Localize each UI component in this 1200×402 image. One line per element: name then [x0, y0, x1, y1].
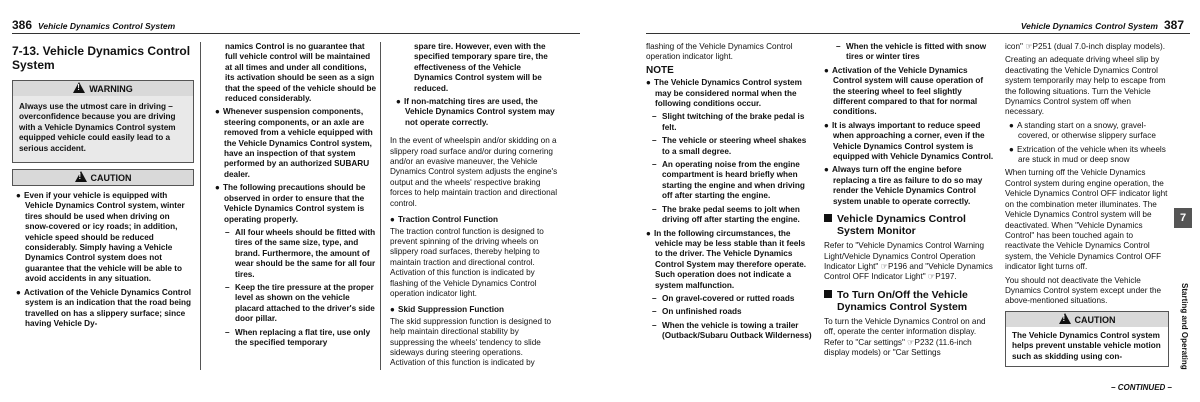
column-divider: [200, 42, 201, 370]
paragraph: Creating an adequate driving wheel slip by deactivating the Vehicle Dynamics Control system temporarily may help to escape from the following situations. Turn the Vehicle Dynamics Control system off when necessary.: [1005, 55, 1166, 117]
column-4: [646, 42, 812, 345]
list-item: ● Whenever suspension components, steering components, or an axle are removed from a vehicle equipped with the Vehicle Dynamics Control system, have an inspection of that system performed by an authorized SUBARU dealer.: [215, 107, 373, 179]
header-rule: [12, 33, 580, 34]
column-3: [390, 42, 558, 372]
chapter-tab-label: Starting and Operating: [1180, 283, 1189, 370]
list-item: – All four wheels should be fitted with tires of the same size, type, and brand. Furthermore, the amount of wear should be the same for all four tires.: [225, 227, 376, 279]
warning-box: [12, 80, 194, 163]
column-2: [211, 42, 377, 351]
list-item: – The brake pedal seems to jolt when driving off after starting the engine.: [652, 204, 800, 225]
list-item: – The vehicle or steering wheel shakes to a small degree.: [652, 136, 807, 156]
warning-text: Always use the utmost care in driving – overconfidence because you are driving with a Vehicle Dynamics Control system equipped vehicle could easily lead to a serious accident.: [13, 96, 193, 162]
caution-header: ! CAUTION: [12, 169, 194, 186]
left-page: [0, 0, 590, 402]
paragraph: You should not deactivate the Vehicle Dynamics Control system except under the above-mentioned situations.: [1005, 275, 1162, 306]
list-item: ● In the following circumstances, the vehicle may be less stable than it feels to the driver. The Vehicle Dynamics Control System may therefore operate. Such operation does not indicate a system malfunction.: [646, 228, 807, 290]
paragraph: Refer to "Vehicle Dynamics Control Warning Light/Vehicle Dynamics Control Operation Indicator Light" ☞P196 and "Vehicle Dynamics Control OFF Indicator Light" ☞P197.: [824, 241, 993, 282]
list-item: – On unfinished roads: [652, 307, 742, 317]
column-6: [1005, 42, 1169, 373]
paragraph: In the event of wheelspin and/or skidding on a slippery road surface and/or during cornering and/or an evasive maneuver, the Vehicle Dynamics Control system adjusts the engine's output and the wheels' respective braking forces to help maintain traction and directional control.: [390, 136, 558, 208]
paragraph: When turning off the Vehicle Dynamics Control system during engine operation, the Vehicle Dynamics Control OFF indicator light on the combination meter illuminates. The Vehicle Dynamics Control system will be deactivated. When "Vehicle Dynamics Control" has been touched again to reactivate the Vehicle Dynamics Control system, the Vehicle Dynamics Control OFF indicator light turns off.: [1005, 168, 1168, 272]
note-label: NOTE: [646, 64, 674, 76]
paragraph: flashing of the Vehicle Dynamics Control operation indicator light.: [646, 42, 793, 62]
list-item: – On gravel-covered or rutted roads: [652, 293, 795, 303]
left-page-number: 386: [12, 18, 33, 32]
warning-header: ! WARNING: [13, 81, 193, 96]
section-title: 7-13. Vehicle Dynamics Control System: [12, 44, 191, 72]
list-item: – When replacing a flat tire, use only the specified temporary: [225, 327, 371, 347]
header-rule: [646, 33, 1190, 34]
list-item: – When the vehicle is towing a trailer (Outback/Subaru Outback Wilderness): [652, 320, 812, 341]
warning-triangle-icon: !: [75, 171, 87, 182]
square-bullet-icon: [824, 290, 832, 298]
caution-header: ! CAUTION: [1006, 312, 1168, 327]
paragraph: icon" ☞P251 (dual 7.0-inch display models).: [1005, 42, 1165, 51]
warning-triangle-icon: !: [73, 82, 85, 93]
paragraph: To turn the Vehicle Dynamics Control on and off, operate the center information display. Refer to "Car settings" ☞P232 (11.6-inch display models) or "Car Settings: [824, 316, 986, 357]
paragraph: The traction control function is designed to prevent spinning of the driving wheels on slippery road surfaces, thereby helping to maintain traction and directional control. Activation of this function is indicated by flashing of the Vehicle Dynamics Control operation indicator light.: [390, 226, 544, 298]
right-header-title: Vehicle Dynamics Control System: [1020, 21, 1158, 31]
column-divider: [380, 42, 381, 370]
list-item: ● A standing start on a snowy, gravel-covered, or otherwise slippery surface: [1009, 120, 1156, 141]
list-item: – Keep the tire pressure at the proper level as shown on the vehicle placard attached to the driver's side door pillar.: [225, 282, 375, 324]
column-1: [12, 42, 194, 335]
list-item: ● Activation of the Vehicle Dynamics Control system is an indication that the road being travelled on has a slippery surface; since having Vehicle Dy-: [16, 287, 192, 328]
subheading: ● Skid Suppression Function: [390, 305, 504, 315]
list-item: ● Even if your vehicle is equipped with Vehicle Dynamics Control system, winter tires should be used when driving on snow-covered or icy roads; in addition, vehicle speed should be reduced considerably. Simply having a Vehicle Dynamics Control system does not guarantee that the vehicle will be able to avoid accidents in any situation.: [16, 191, 185, 284]
caution-text: The Vehicle Dynamics Control system helps prevent unstable vehicle motion such as skidding using con-: [1006, 327, 1168, 366]
left-page-header: [12, 18, 175, 32]
caution-continued: spare tire. However, even with the specified temporary spare tire, the effectiveness of the Vehicle Dynamics Control system will be reduced.: [414, 42, 548, 93]
list-item: – Slight twitching of the brake pedal is felt.: [652, 112, 805, 132]
caution-box: [1005, 311, 1169, 367]
section-heading: To Turn On/Off the Vehicle Dynamics Control System: [824, 289, 994, 313]
paragraph: The skid suppression function is designed to help maintain directional stability by suppressing the wheels' tendency to slide sideways during steering operations. Activation of this function is indicated by: [390, 316, 552, 368]
list-item: ● Extrication of the vehicle when its wheels are stuck in mud or deep snow: [1009, 144, 1166, 165]
right-page-number: 387: [1163, 18, 1184, 32]
column-5: [824, 42, 994, 361]
subheading: ● Traction Control Function: [390, 215, 499, 225]
section-heading: Vehicle Dynamics Control System Monitor: [824, 213, 994, 237]
chapter-tab: 7: [1174, 208, 1192, 228]
continued-label: – CONTINUED –: [1111, 383, 1172, 392]
list-item: – When the vehicle is fitted with snow tires or winter tires: [836, 42, 987, 62]
list-item: ● It is always important to reduce speed when approaching a corner, even if the Vehicle Dynamics Control system is equipped with Vehicle Dynamics Control.: [824, 120, 994, 162]
caution-box: [12, 169, 194, 329]
square-bullet-icon: [824, 214, 832, 222]
left-header-title: Vehicle Dynamics Control System: [38, 21, 176, 31]
list-item: ● The Vehicle Dynamics Control system may be considered normal when the following conditions occur.: [646, 78, 802, 109]
list-item: ● Always turn off the engine before replacing a tire as failure to do so may render the Vehicle Dynamics Control system unable to operate correctly.: [824, 165, 983, 206]
caution-continued: namics Control is no guarantee that full vehicle control will be maintained at all times and under all conditions, its activation should be seen as a sign that the speed of the vehicle should be reduced considerably.: [225, 42, 377, 104]
list-item: – An operating noise from the engine compartment is heard briefly when starting the engine and when driving off after starting the engine.: [652, 160, 805, 201]
list-item: ● Activation of the Vehicle Dynamics Control system will cause operation of the steering wheel to feel slightly different compared to that for normal conditions.: [824, 65, 984, 117]
right-page-header: [1015, 18, 1184, 32]
list-item: ● The following precautions should be observed in order to ensure that the Vehicle Dynamics Control system is operating properly.: [215, 183, 366, 224]
warning-triangle-icon: !: [1059, 313, 1071, 324]
list-item: ● If non-matching tires are used, the Vehicle Dynamics Control system may not operate correctly.: [396, 97, 555, 127]
